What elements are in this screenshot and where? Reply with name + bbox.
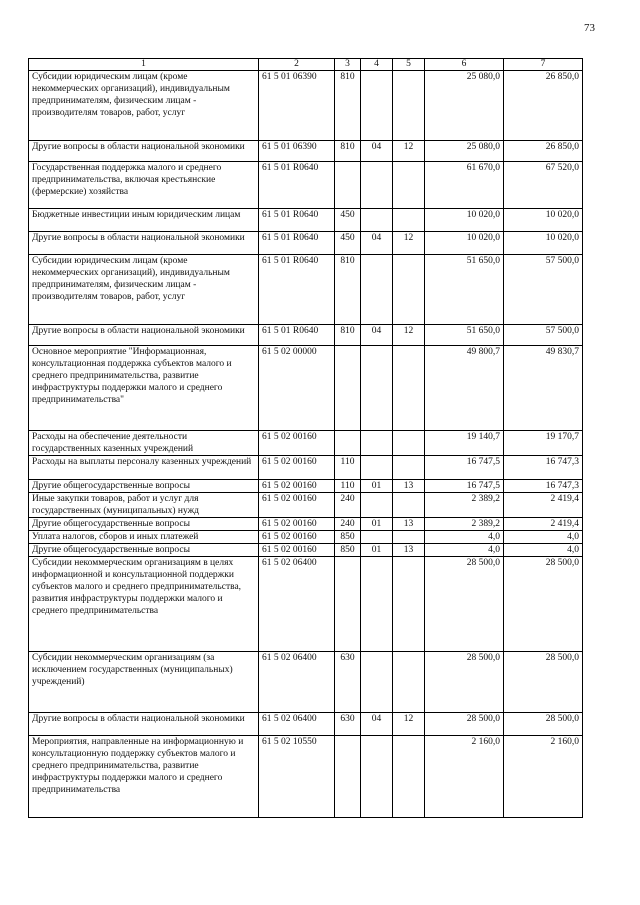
subsection-cell <box>393 255 425 325</box>
table-row <box>29 456 583 480</box>
subsection-cell: 12 <box>393 141 425 162</box>
subsection-cell: 12 <box>393 325 425 346</box>
expense-type-cell <box>335 736 361 818</box>
header-cell: 5 <box>393 59 425 71</box>
expenditure-name-cell: Государственная поддержка малого и среднего предпринимательства, включая крестьянские (фермерские) хозяйства <box>29 162 259 209</box>
expense-type-cell: 450 <box>335 232 361 255</box>
subsection-cell <box>393 209 425 232</box>
expense-type-cell: 110 <box>335 456 361 480</box>
expense-type-cell: 240 <box>335 493 361 518</box>
section-cell <box>361 652 393 713</box>
section-cell <box>361 346 393 431</box>
amount-year2-cell: 49 830,7 <box>504 346 583 431</box>
table-row <box>29 325 583 346</box>
table-row <box>29 209 583 232</box>
target-article-code-cell: 61 5 01 06390 <box>259 141 335 162</box>
amount-year1-cell: 25 080,0 <box>425 141 504 162</box>
subsection-cell <box>393 736 425 818</box>
subsection-cell: 12 <box>393 232 425 255</box>
section-cell <box>361 736 393 818</box>
header-cell: 6 <box>425 59 504 71</box>
amount-year1-cell: 28 500,0 <box>425 557 504 652</box>
table-row <box>29 480 583 493</box>
header-cell: 2 <box>259 59 335 71</box>
expenditure-name-cell: Иные закупки товаров, работ и услуг для государственных (муниципальных) нужд <box>29 493 259 518</box>
subsection-cell <box>393 71 425 141</box>
target-article-code-cell: 61 5 01 R0640 <box>259 162 335 209</box>
expenditure-name-cell: Основное мероприятие "Информационная, консультационная поддержка субъектов малого и среднего предпринимательства, развитие инфраструктуры поддержки малого и среднего предпринимательства" <box>29 346 259 431</box>
amount-year1-cell: 49 800,7 <box>425 346 504 431</box>
amount-year1-cell: 19 140,7 <box>425 431 504 456</box>
expense-type-cell <box>335 162 361 209</box>
expense-type-cell: 630 <box>335 652 361 713</box>
expenditure-name-cell: Расходы на обеспечение деятельности государственных казенных учреждений <box>29 431 259 456</box>
expenditure-name-cell: Мероприятия, направленные на информационную и консультационную поддержку субъектов малого и среднего предпринимательства, развитие инфраструктуры поддержки малого и среднего предпринимательства <box>29 736 259 818</box>
table-row <box>29 544 583 557</box>
expense-type-cell <box>335 557 361 652</box>
table-row <box>29 557 583 652</box>
table-row <box>29 255 583 325</box>
section-cell <box>361 431 393 456</box>
expense-type-cell: 850 <box>335 544 361 557</box>
amount-year1-cell: 4,0 <box>425 531 504 544</box>
table-row <box>29 736 583 818</box>
target-article-code-cell: 61 5 02 00160 <box>259 456 335 480</box>
table-row <box>29 141 583 162</box>
target-article-code-cell: 61 5 02 10550 <box>259 736 335 818</box>
amount-year2-cell: 19 170,7 <box>504 431 583 456</box>
amount-year2-cell: 28 500,0 <box>504 557 583 652</box>
expense-type-cell: 110 <box>335 480 361 493</box>
amount-year2-cell: 28 500,0 <box>504 713 583 736</box>
amount-year1-cell: 10 020,0 <box>425 232 504 255</box>
section-cell <box>361 557 393 652</box>
amount-year2-cell: 26 850,0 <box>504 71 583 141</box>
amount-year1-cell: 51 650,0 <box>425 325 504 346</box>
amount-year2-cell: 4,0 <box>504 531 583 544</box>
section-cell: 01 <box>361 518 393 531</box>
section-cell: 04 <box>361 325 393 346</box>
amount-year2-cell: 28 500,0 <box>504 652 583 713</box>
table-row <box>29 346 583 431</box>
amount-year2-cell: 4,0 <box>504 544 583 557</box>
amount-year1-cell: 61 670,0 <box>425 162 504 209</box>
expense-type-cell: 810 <box>335 71 361 141</box>
target-article-code-cell: 61 5 02 00160 <box>259 493 335 518</box>
table-row <box>29 518 583 531</box>
amount-year1-cell: 2 160,0 <box>425 736 504 818</box>
expenditure-name-cell: Субсидии юридическим лицам (кроме некоммерческих организаций), индивидуальным предпринимателям, физическим лицам - производителям товаров, работ, услуг <box>29 71 259 141</box>
section-cell <box>361 531 393 544</box>
expense-type-cell: 810 <box>335 325 361 346</box>
header-cell: 1 <box>29 59 259 71</box>
amount-year2-cell: 57 500,0 <box>504 325 583 346</box>
target-article-code-cell: 61 5 02 00160 <box>259 518 335 531</box>
section-cell: 01 <box>361 480 393 493</box>
expenditure-name-cell: Другие общегосударственные вопросы <box>29 544 259 557</box>
subsection-cell: 12 <box>393 713 425 736</box>
expenditure-name-cell: Другие вопросы в области национальной экономики <box>29 141 259 162</box>
amount-year2-cell: 26 850,0 <box>504 141 583 162</box>
amount-year2-cell: 2 160,0 <box>504 736 583 818</box>
expenditure-name-cell: Субсидии некоммерческим организациям в целях информационной и консультационной поддержки субъектов малого и среднего предпринимательства, развития инфраструктуры поддержки малого и среднего предпринимательства <box>29 557 259 652</box>
amount-year2-cell: 2 419,4 <box>504 493 583 518</box>
amount-year1-cell: 25 080,0 <box>425 71 504 141</box>
amount-year1-cell: 2 389,2 <box>425 518 504 531</box>
subsection-cell <box>393 493 425 518</box>
expenditure-name-cell: Бюджетные инвестиции иным юридическим лицам <box>29 209 259 232</box>
subsection-cell <box>393 531 425 544</box>
target-article-code-cell: 61 5 02 00160 <box>259 531 335 544</box>
expenditure-name-cell: Другие вопросы в области национальной экономики <box>29 713 259 736</box>
section-cell <box>361 162 393 209</box>
table-row <box>29 162 583 209</box>
expense-type-cell: 850 <box>335 531 361 544</box>
section-cell <box>361 456 393 480</box>
amount-year1-cell: 2 389,2 <box>425 493 504 518</box>
table-row <box>29 232 583 255</box>
target-article-code-cell: 61 5 02 06400 <box>259 713 335 736</box>
expense-type-cell: 810 <box>335 141 361 162</box>
target-article-code-cell: 61 5 01 06390 <box>259 71 335 141</box>
subsection-cell <box>393 431 425 456</box>
amount-year2-cell: 16 747,3 <box>504 480 583 493</box>
expense-type-cell: 630 <box>335 713 361 736</box>
expenditure-name-cell: Расходы на выплаты персоналу казенных учреждений <box>29 456 259 480</box>
expense-type-cell <box>335 431 361 456</box>
header-row <box>29 59 583 71</box>
expenditure-name-cell: Другие вопросы в области национальной экономики <box>29 232 259 255</box>
subsection-cell <box>393 162 425 209</box>
target-article-code-cell: 61 5 02 00160 <box>259 544 335 557</box>
subsection-cell <box>393 652 425 713</box>
expenditure-name-cell: Другие общегосударственные вопросы <box>29 518 259 531</box>
section-cell: 04 <box>361 232 393 255</box>
expense-type-cell: 450 <box>335 209 361 232</box>
amount-year1-cell: 4,0 <box>425 544 504 557</box>
subsection-cell: 13 <box>393 544 425 557</box>
target-article-code-cell: 61 5 02 06400 <box>259 652 335 713</box>
expense-type-cell <box>335 346 361 431</box>
table-row <box>29 531 583 544</box>
section-cell <box>361 493 393 518</box>
budget-table <box>28 58 583 818</box>
target-article-code-cell: 61 5 02 06400 <box>259 557 335 652</box>
header-cell: 7 <box>504 59 583 71</box>
amount-year2-cell: 16 747,3 <box>504 456 583 480</box>
page-number: 73 <box>584 22 595 34</box>
subsection-cell: 13 <box>393 518 425 531</box>
amount-year1-cell: 28 500,0 <box>425 652 504 713</box>
amount-year1-cell: 16 747,5 <box>425 456 504 480</box>
amount-year1-cell: 28 500,0 <box>425 713 504 736</box>
target-article-code-cell: 61 5 02 00160 <box>259 431 335 456</box>
amount-year2-cell: 10 020,0 <box>504 232 583 255</box>
target-article-code-cell: 61 5 02 00160 <box>259 480 335 493</box>
section-cell <box>361 71 393 141</box>
section-cell: 01 <box>361 544 393 557</box>
table-row <box>29 431 583 456</box>
section-cell <box>361 255 393 325</box>
section-cell: 04 <box>361 713 393 736</box>
target-article-code-cell: 61 5 01 R0640 <box>259 255 335 325</box>
table-row <box>29 493 583 518</box>
amount-year1-cell: 16 747,5 <box>425 480 504 493</box>
expenditure-name-cell: Субсидии юридическим лицам (кроме некоммерческих организаций), индивидуальным предпринимателям, физическим лицам - производителям товаров, работ, услуг <box>29 255 259 325</box>
section-cell <box>361 209 393 232</box>
budget-table-body <box>29 59 583 818</box>
amount-year1-cell: 10 020,0 <box>425 209 504 232</box>
header-cell: 3 <box>335 59 361 71</box>
amount-year1-cell: 51 650,0 <box>425 255 504 325</box>
expense-type-cell: 810 <box>335 255 361 325</box>
target-article-code-cell: 61 5 02 00000 <box>259 346 335 431</box>
subsection-cell <box>393 557 425 652</box>
amount-year2-cell: 67 520,0 <box>504 162 583 209</box>
amount-year2-cell: 57 500,0 <box>504 255 583 325</box>
target-article-code-cell: 61 5 01 R0640 <box>259 209 335 232</box>
header-cell: 4 <box>361 59 393 71</box>
expenditure-name-cell: Субсидии некоммерческим организациям (за исключением государственных (муниципальных) учреждений) <box>29 652 259 713</box>
subsection-cell: 13 <box>393 480 425 493</box>
table-row <box>29 71 583 141</box>
target-article-code-cell: 61 5 01 R0640 <box>259 232 335 255</box>
section-cell: 04 <box>361 141 393 162</box>
amount-year2-cell: 2 419,4 <box>504 518 583 531</box>
subsection-cell <box>393 456 425 480</box>
target-article-code-cell: 61 5 01 R0640 <box>259 325 335 346</box>
expenditure-name-cell: Уплата налогов, сборов и иных платежей <box>29 531 259 544</box>
subsection-cell <box>393 346 425 431</box>
table-row <box>29 652 583 713</box>
expenditure-name-cell: Другие вопросы в области национальной экономики <box>29 325 259 346</box>
expense-type-cell: 240 <box>335 518 361 531</box>
amount-year2-cell: 10 020,0 <box>504 209 583 232</box>
table-row <box>29 713 583 736</box>
expenditure-name-cell: Другие общегосударственные вопросы <box>29 480 259 493</box>
